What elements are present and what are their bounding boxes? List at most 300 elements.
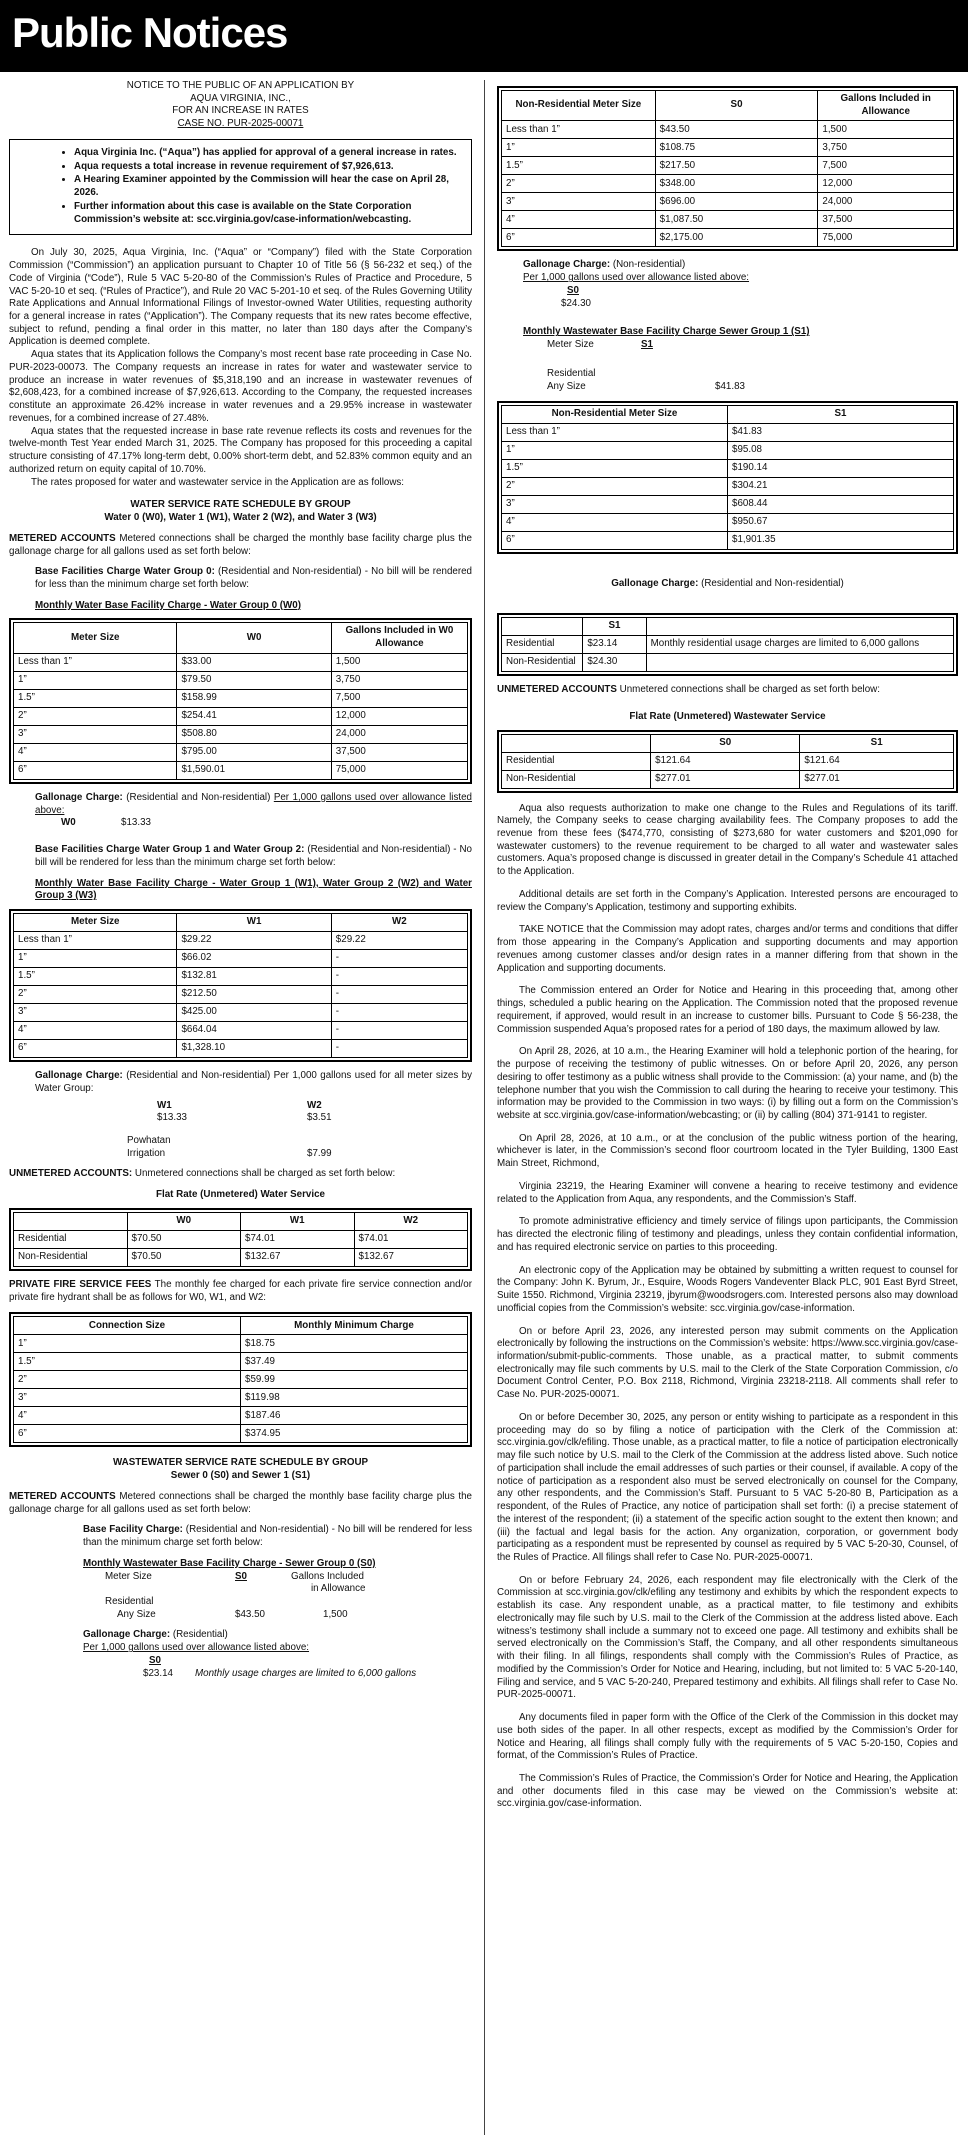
text: The monthly fee charged for each private fire service connection and/or private fire hydrant shall be as follows for W0, W1, and W2: [9,1278,472,1303]
table-row [502,121,954,139]
table-cell: Non-Residential [502,654,583,672]
table-cell: - [331,950,467,968]
table-cell: 4” [14,743,177,761]
table-row [502,424,954,442]
table-row [502,770,954,788]
label-bold: METERED ACCOUNTS [9,532,116,544]
label-bold: Gallonage Charge: [83,1629,171,1641]
closing-paragraph: Any documents filed in paper form with the Office of the Clerk of the Commission in this docket may use both sides of the paper. In all other respects, except as modified by the Commission’s Order for Notice and Hearing, all filings shall comply fully with the requirements of 5 VAC 5-20-150, Copies and format, of the Commission’s Rules of Practice. [497,1712,958,1762]
label: Residential [105,1596,154,1607]
water-schedule-title [9,499,472,524]
column-header [646,618,953,636]
table-row [14,743,468,761]
closing-paragraph: On or before April 23, 2026, any interested person may submit comments on the Application electronically by following the instructions on the Commission’s website: https://www.scc.virginia.gov/case-information/submit-public-comments. Those unable, as a practical matter, to submit comments electronically may file such comments by U.S. mail to the Clerk of the State Corporation Commission, c/o Document Control Center, P.O. Box 2118, Richmond, Virginia 23218-2118. All comments shall refer to Case No. PUR-2025-00071. [497,1325,958,1401]
closing-paragraph: Virginia 23219, the Hearing Examiner will convene a hearing to receive testimony and evidence related to the Application from Aqua, any respondents, and the Commission’s Staff. [497,1180,958,1205]
flat-ww-table [497,730,958,793]
value: $7.99 [307,1147,332,1159]
gc12-values [157,1112,472,1125]
table-cell: 6” [502,229,656,247]
column-divider [484,80,485,2135]
w0-table [9,618,472,783]
column-header: S1 [583,618,646,636]
table-row [14,968,468,986]
table-cell: 6” [14,1040,177,1058]
table-cell: 24,000 [818,193,954,211]
bf12-text [35,844,472,869]
table-cell: $74.01 [354,1230,468,1248]
value: $3.51 [307,1112,332,1124]
table-cell: Less than 1” [502,424,728,442]
column-header: Meter Size [14,914,177,932]
label: Meter Size [105,1570,152,1582]
table-row [502,139,954,157]
intro-paragraph: On July 30, 2025, Aqua Virginia, Inc. (“Aqua” or “Company”) filed with the State Corporation Commission (“Commission”) an application pursuant to Chapter 10 of Title 56 (§ 56-232 et seq.) of the Code of Virginia (“Code”), Rule 5 VAC 5-20-80 of the Commission’s Rules of Practice and Procedure, 5 VAC 5-20-10 et seq. (“Rules of Practice”), and Rule 20 VAC 5-201-10 et seq. of the Rules Governing Utility Rate Applications and Annual Informational Filings of Investor-owned Water Utilities, requesting authority for a general increase in rates (“Application”). The Company requests that its new rates become effective, subject to refund, pending a final order in this matter, no later than 180 days after the Company’s Application is deemed complete. [9,247,472,348]
table-cell: 3” [502,496,728,514]
table-cell: Non-Residential [502,770,651,788]
table-cell: 2” [14,707,177,725]
table-cell: 1.5” [502,460,728,478]
table-cell: $121.64 [800,752,954,770]
table-row [14,1022,468,1040]
section-title-line: Sewer 0 (S0) and Sewer 1 (S1) [170,1470,311,1482]
gcs0-text [83,1629,472,1642]
table-cell: 3,750 [818,139,954,157]
s0-res-row [117,1609,472,1622]
text: Metered connections shall be charged the monthly base facility charge plus the gallonage charge for all gallons used as set forth below: [9,1490,472,1515]
table-row [14,1353,468,1371]
fire-text [9,1279,472,1304]
table-row [502,636,954,654]
table-row [502,654,954,672]
table-cell: $664.04 [177,1022,331,1040]
s1-title: Monthly Wastewater Base Facility Charge Sewer Group 1 (S1) [523,326,810,338]
summary-bullet: • A Hearing Examiner appointed by the Commission will hear the case on April 28, 2026. [74,174,461,199]
table-cell: - [331,986,467,1004]
table-cell: $950.67 [728,514,954,532]
table-cell: 3” [14,1004,177,1022]
column-header: Non-Residential Meter Size [502,91,656,121]
section-title-line: WATER SERVICE RATE SCHEDULE BY GROUP [130,499,351,511]
table-cell: $190.14 [728,460,954,478]
label: W1 [157,1099,172,1111]
column-header: Monthly Minimum Charge [241,1317,468,1335]
table-cell: $158.99 [177,689,331,707]
notice-header-line: FOR AN INCREASE IN RATES [172,105,309,117]
gc0-values [61,817,472,830]
table-cell: Monthly residential usage charges are limited to 6,000 gallons [646,636,953,654]
table-header-row [14,914,468,932]
table-cell: Less than 1” [14,653,177,671]
summary-box [9,139,472,235]
value: $41.83 [715,380,745,392]
label-bold: PRIVATE FIRE SERVICE FEES [9,1278,152,1290]
notice-header-line: NOTICE TO THE PUBLIC OF AN APPLICATION BY [126,80,355,91]
intro-paragraph: Aqua states that its Application follows the Company’s most recent base rate proceeding in Case No. PUR-2023-00073. The Company requests an increase in rates for water and wastewater service to produce an increase in water revenues of $5,318,190 and an increase in wastewater revenues of $2,608,423, for a combined increase of $7,926,613. According to the Company, the requested increases constitute an approximate 26.42% increase in water revenues and a 29.95% increase in wastewater revenues, for a combined increase of 27.48%. [9,349,472,424]
table-cell: $132.67 [354,1248,468,1266]
value: $13.33 [121,817,151,829]
bfs-text [83,1524,472,1549]
s1-head [547,339,958,352]
table-cell: 75,000 [818,229,954,247]
text: (Residential and Non-residential) - No bill will be rendered for less than the minimum charge set forth below: [35,844,472,868]
text: (Residential and Non-residential) Per 1,000 gallons used for all meter sizes by Water Group: [35,1070,472,1094]
label: Residential [547,367,596,379]
table-cell: $425.00 [177,1004,331,1022]
table-cell: Residential [502,636,583,654]
table-cell: $696.00 [655,193,818,211]
table-cell: - [331,1040,467,1058]
table-cell: $79.50 [177,671,331,689]
table-cell: $795.00 [177,743,331,761]
label: Irrigation [127,1147,166,1159]
note: Monthly usage charges are limited to 6,000 gallons [195,1667,417,1679]
table-cell: 1.5” [502,157,656,175]
column-header: Non-Residential Meter Size [502,406,728,424]
wastewater-schedule-title [9,1457,472,1482]
table-cell: $24.30 [583,654,646,672]
table-cell: $132.81 [177,968,331,986]
closing-paragraph: On April 28, 2026, at 10 a.m., the Hearing Examiner will hold a telephonic portion of the hearing, for the purpose of receiving the testimony of public witnesses. On or before April 20, 2026, any person desiring to offer testimony as a public witness shall provide to the Commission: (a) your name, and (b) the telephone number that you wish the Commission to call during the hearing to receive your testimony. This information may be provided to the Commission in two ways: (i) by filling out a form on the Commission’s website at scc.virginia.gov/case-information/webcasting; or (ii) by calling (804) 371-9141 to register. [497,1046,958,1121]
column-header: W2 [331,914,467,932]
table-header-row [502,406,954,424]
table-row [502,460,954,478]
gcs1-table [497,613,958,676]
gc12-text [35,1070,472,1095]
table-row [14,1371,468,1389]
column-header: W1 [177,914,331,932]
table-cell: $304.21 [728,478,954,496]
table-cell: Less than 1” [502,121,656,139]
text: (Residential and Non-residential) [698,578,844,590]
table-row [502,752,954,770]
label-bold: Gallonage Charge: [523,259,611,271]
table-cell: $23.14 [583,636,646,654]
table-cell: 3” [14,1389,241,1407]
table-header-row [14,1212,468,1230]
table-cell: 3,750 [331,671,467,689]
table-cell: Less than 1” [14,932,177,950]
table-cell: 12,000 [331,707,467,725]
table-row [14,986,468,1004]
table-cell: 1” [502,442,728,460]
table-cell: $37.49 [241,1353,468,1371]
table-cell: $70.50 [127,1248,241,1266]
table-cell: 6” [14,761,177,779]
table-cell: $217.50 [655,157,818,175]
table-cell: - [331,1022,467,1040]
table-cell: 6” [502,532,728,550]
unmetered-text [9,1168,472,1181]
table-cell: 4” [502,514,728,532]
table-row [14,653,468,671]
flat-water-table [9,1208,472,1271]
table-cell: 3” [14,725,177,743]
table-cell: $254.41 [177,707,331,725]
text: (Residential and Non-residential) [122,791,274,803]
table-row [502,229,954,247]
label: in Allowance [311,1583,366,1595]
table-cell: $1,590.01 [177,761,331,779]
table-cell: $608.44 [728,496,954,514]
ww-unmetered-text [497,684,958,697]
column-header: S1 [728,406,954,424]
section-title-line: Water 0 (W0), Water 1 (W1), Water 2 (W2), and Water 3 (W3) [104,512,377,524]
table-cell: $59.99 [241,1371,468,1389]
case-number: CASE NO. PUR-2025-00071 [177,118,304,130]
table-cell: 4” [502,211,656,229]
flat-ww-title: Flat Rate (Unmetered) Wastewater Service [629,710,826,722]
table-row [502,496,954,514]
column-header: W2 [354,1212,468,1230]
table-cell: 6” [14,1425,241,1443]
table-row [14,1335,468,1353]
table-cell: $121.64 [651,752,800,770]
label: S0 [567,284,579,296]
label: S0 [149,1654,161,1666]
table-row [14,950,468,968]
summary-bullet: • Aqua requests a total increase in revenue requirement of $7,926,613. [74,161,461,174]
table-cell: $277.01 [651,770,800,788]
table-cell: $132.67 [241,1248,355,1266]
table-cell: - [331,1004,467,1022]
w0-table-title: Monthly Water Base Facility Charge - Water Group 0 (W0) [35,599,302,611]
table-cell: 1” [14,1335,241,1353]
label: S0 [235,1570,247,1582]
table-cell: 3” [502,193,656,211]
table-cell: $41.83 [728,424,954,442]
summary-bullet: • Aqua Virginia Inc. (“Aqua”) has applied for approval of a general increase in rates. [74,147,461,160]
notice-header [9,80,472,131]
text: Per 1,000 gallons used over allowance listed above: [35,791,472,816]
text: Per 1,000 gallons used over allowance listed above: [83,1642,310,1654]
value: $23.14 [143,1667,173,1679]
table-cell: 1” [14,950,177,968]
summary-bullet: • Further information about this case is available on the State Corporation Commission’s website at: scc.virginia.gov/case-information/webcasting. [74,201,461,226]
text: (Residential and Non-residential) - No bill will be rendered for less than the minimum charge set forth below: [35,566,472,590]
masthead [0,0,968,72]
text: Per 1,000 gallons used over allowance listed above: [523,272,750,284]
table-cell: 2” [14,986,177,1004]
w12-table [9,909,472,1062]
table-cell: 4” [14,1022,177,1040]
label-bold: UNMETERED ACCOUNTS: [9,1168,133,1180]
table-header-row [502,618,954,636]
value: $13.33 [157,1112,187,1124]
column-header: S0 [651,734,800,752]
label-bold: Base Facility Charge: [83,1524,183,1536]
value: $43.50 [235,1608,265,1620]
table-cell: 12,000 [818,175,954,193]
gc12-labels [157,1100,472,1113]
column-header: Meter Size [14,623,177,653]
table-cell: $212.50 [177,986,331,1004]
s1-nonres-table [497,401,958,554]
label: S1 [641,339,653,351]
table-cell: $374.95 [241,1425,468,1443]
table-cell: 7,500 [331,689,467,707]
s1-res-row [547,381,958,394]
table-row [14,1407,468,1425]
closing-paragraph: The Commission’s Rules of Practice, the Commission’s Order for Notice and Hearing, the Application and other documents filed in this case may be viewed on the Commission’s website at: scc.virginia.gov/case-information. [497,1773,958,1810]
table-cell: 1.5” [14,968,177,986]
table-row [14,1230,468,1248]
table-cell: 75,000 [331,761,467,779]
table-cell: 24,000 [331,725,467,743]
irrigation-row [127,1148,472,1161]
column-header: W1 [241,1212,355,1230]
table-header-row [14,1317,468,1335]
table-row [502,514,954,532]
s0-nonres-table [497,86,958,251]
table-row [14,1040,468,1058]
value: $24.30 [561,297,591,309]
w12-table-title: Monthly Water Base Facility Charge - Water Group 1 (W1), Water Group 2 (W2) and Water Group 3 (W3) [35,877,472,902]
label-bold: Base Facilities Charge Water Group 1 and Water Group 2: [35,844,305,856]
gc0-text [35,792,472,817]
table-cell: $277.01 [800,770,954,788]
label-bold: Gallonage Charge: [35,791,123,803]
table-row [502,157,954,175]
closing-paragraph: The Commission entered an Order for Notice and Hearing in this proceeding that, among other things, scheduled a public hearing on the Application. The Commission noted that the proposed revenue requirement, if approved, would result in an increase to customer bills. Pursuant to Code § 56-238, the Commission suspended Aqua’s proposed rates for a period of 180 days, the maximum allowed by law. [497,985,958,1035]
intro-paragraph: The rates proposed for water and wastewater service in the Application are as follows: [31,476,405,488]
table-row [502,532,954,550]
closing-paragraph: Additional details are set forth in the Company’s Application. Interested persons are encouraged to review the Company’s Application, testimony and supporting exhibits. [497,888,958,913]
text: Unmetered connections shall be charged as set forth below: [616,684,880,696]
table-row [14,1425,468,1443]
table-cell: $66.02 [177,950,331,968]
section-title-line: WASTEWATER SERVICE RATE SCHEDULE BY GROUP [112,1457,369,1469]
masthead-title: Public Notices [12,9,288,56]
table-cell: $43.50 [655,121,818,139]
table-row [502,175,954,193]
table-cell: $29.22 [331,932,467,950]
s0-head [105,1571,472,1584]
table-row [14,725,468,743]
label: Any Size [117,1608,156,1620]
left-column [9,80,472,1680]
table-cell: 1,500 [331,653,467,671]
gcs1-text [497,578,958,591]
column-header: Gallons Included in W0 Allowance [331,623,467,653]
table-row [14,1248,468,1266]
table-cell: 37,500 [818,211,954,229]
table-cell: $119.98 [241,1389,468,1407]
label: Gallons Included [291,1570,364,1582]
label-bold: Gallonage Charge: [611,578,699,590]
column-header: Gallons Included in Allowance [818,91,954,121]
table-row [14,707,468,725]
table-cell: $74.01 [241,1230,355,1248]
table-row [14,1004,468,1022]
table-row [502,211,954,229]
closing-text [497,803,958,1812]
notice-header-line: AQUA VIRGINIA, INC., [190,92,291,104]
table-cell: 1” [14,671,177,689]
intro-paragraph: Aqua states that the requested increase in base rate revenue reflects its costs and revenues for the twelve-month Test Year ended March 31, 2025. The Company has proposed for this proceeding a capital structure consisting of 47.17% long-term debt, 0.00% short-term debt, and 52.83% common equity and an authorized return on equity capital of 10.70%. [9,425,472,475]
text: (Residential) [170,1629,228,1641]
table-cell: 2” [502,175,656,193]
fire-table [9,1312,472,1447]
label: W2 [307,1099,322,1111]
label: W0 [61,817,76,829]
bf0-text [35,566,472,591]
table-row [502,478,954,496]
table-cell: $18.75 [241,1335,468,1353]
closing-paragraph: To promote administrative efficiency and timely service of filings upon participants, the Commission has directed the electronic filing of testimony and pleadings, unless they contain confidential information, and has required electronic service on parties to this proceeding. [497,1216,958,1253]
column-header: S1 [800,734,954,752]
table-cell: $70.50 [127,1230,241,1248]
label-bold: Base Facilities Charge Water Group 0: [35,566,215,578]
text: Metered connections shall be charged the monthly base facility charge plus the gallonage charge for all gallons used as set forth below: [9,532,472,557]
table-cell: 1.5” [14,1353,241,1371]
label: Powhatan [127,1134,171,1146]
table-cell: $2,175.00 [655,229,818,247]
metered-accounts-text [9,533,472,558]
flat-water-title: Flat Rate (Unmetered) Water Service [156,1189,325,1201]
closing-paragraph: On April 28, 2026, at 10 a.m., or at the conclusion of the public witness portion of the hearing, whichever is later, in the Commission’s second floor courtroom located in the Tyler Building, 1300 East Main Street, Richmond, [497,1132,958,1170]
text: (Residential and Non-residential) - No bill will be rendered for less than the minimum charge set forth below: [83,1524,473,1549]
column-header [14,1212,128,1230]
table-row [14,1389,468,1407]
table-cell: $108.75 [655,139,818,157]
table-row [502,442,954,460]
closing-paragraph: TAKE NOTICE that the Commission may adopt rates, charges and/or terms and conditions that differ from those appearing in the Company’s Application and supporting documents and may apportion revenues among customer classes and/or design rates in a manner differing from that shown in the Application and supporting documents. [497,924,958,974]
right-column [497,80,958,1811]
table-cell [646,654,953,672]
column-header: Connection Size [14,1317,241,1335]
table-cell: $1,901.35 [728,532,954,550]
table-cell: 37,500 [331,743,467,761]
column-header [502,618,583,636]
table-row [14,689,468,707]
table-cell: 1,500 [818,121,954,139]
table-cell: Residential [14,1230,128,1248]
table-row [14,671,468,689]
label: Meter Size [547,339,594,351]
table-cell: 4” [14,1407,241,1425]
table-cell: $29.22 [177,932,331,950]
table-cell: $1,087.50 [655,211,818,229]
column-header: W0 [127,1212,241,1230]
ww-metered-text [9,1491,472,1516]
s0-title: Monthly Wastewater Base Facility Charge - Sewer Group 0 (S0) [83,1557,376,1569]
label-bold: METERED ACCOUNTS [9,1490,116,1502]
table-cell: Non-Residential [14,1248,128,1266]
table-cell: 7,500 [818,157,954,175]
value: 1,500 [323,1608,348,1620]
table-header-row [502,734,954,752]
label-bold: Gallonage Charge: [35,1070,123,1082]
closing-paragraph: An electronic copy of the Application may be obtained by submitting a written request to counsel for the Company: John K. Byrum, Jr., Esquire, Woods Rogers Vandeventer Black PLC, 901 East Byrd Street, Suite 1550. Richmond, Virginia 23219, jbyrum@woodsrogers.com. Interested persons also may download unofficial copies from the Commission’s website: scc.virginia.gov/case-information. [497,1264,958,1314]
text: (Non-residential) [610,259,686,271]
column-header: W0 [177,623,331,653]
gcs0-row [143,1668,472,1681]
table-cell: 1.5” [14,689,177,707]
column-header: S0 [655,91,818,121]
table-cell: $508.80 [177,725,331,743]
table-row [14,761,468,779]
table-cell: 2” [14,1371,241,1389]
label-bold: UNMETERED ACCOUNTS [497,684,617,696]
table-cell: - [331,968,467,986]
table-row [14,932,468,950]
closing-paragraph: On or before February 24, 2026, each respondent may file electronically with the Clerk of the Commission at scc.virginia.gov/clk/efiling any testimony and exhibits by which the respondent expects to establish its case. Any respondent unable, as a practical matter, to file testimony and exhibits electronically may file such by U.S. mail to the Clerk of the Commission at the address listed above. Each witness’s testimony shall include a summary not to exceed one page. All testimony and exhibits shall be served electronically on the Commission’s Staff, the Company, and all other respondents simultaneous with their filing. In all filings, respondents shall comply with the Commission’s Rules of Practice, as modified by the Commission’s Order for Notice and Hearing, including, but not limited to: 5 VAC 5-20-140, Filing and service, and 5 VAC 5-20-240, Prepared testimony and exhibits. All filings shall refer to Case No. PUR-2025-00071. [497,1574,958,1701]
table-cell: $95.08 [728,442,954,460]
table-cell: 1” [502,139,656,157]
table-header-row [502,91,954,121]
label: Any Size [547,380,586,392]
column-header [502,734,651,752]
